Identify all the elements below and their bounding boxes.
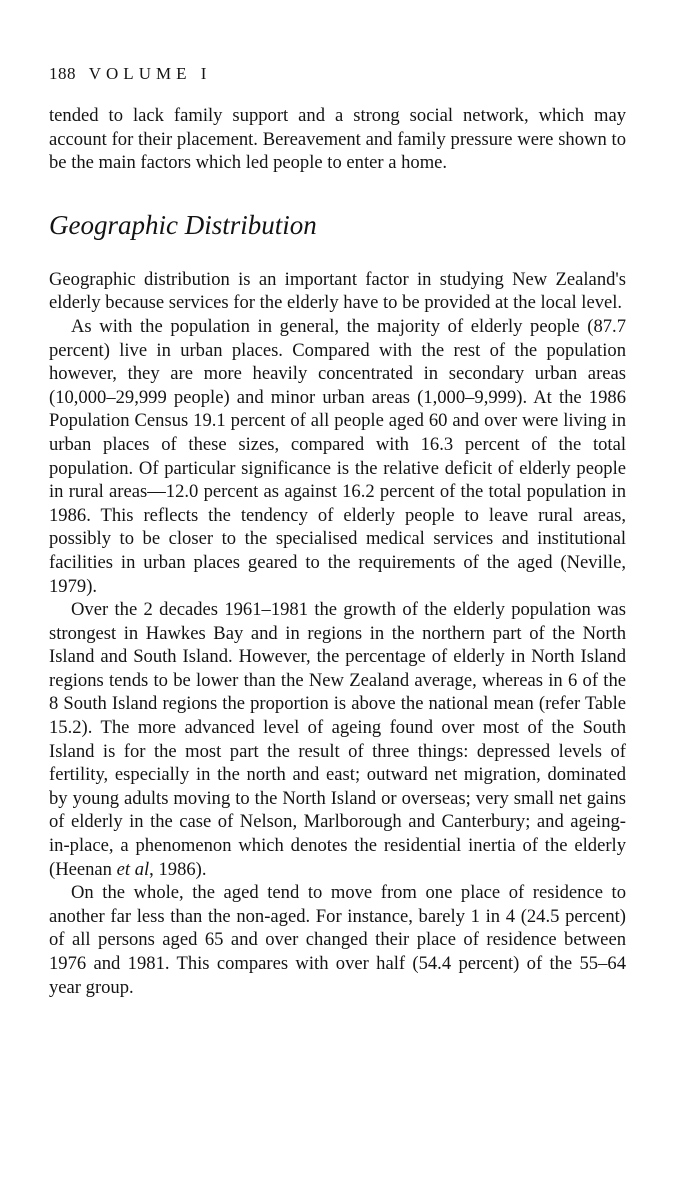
citation-italic: et al — [116, 858, 150, 880]
paragraph-mobility: On the whole, the aged tend to move from one place of residence to another far less than the non-aged. For instance, barely 1 in 4 (24.5 percent) of all persons aged 65 and over changed their place of residence between 1976 and 1981. This compares with over half (54.4 percent) of the 55–64 year group. — [49, 882, 626, 998]
document-page — [49, 62, 626, 999]
paragraph-regional-text: Over the 2 decades 1961–1981 the growth of the elderly population was strongest in Hawkes Bay and in regions in the northern part of the North Island and South Island. However, the percentage of elderly in North Island regions tends to be lower than the New Zealand average, whereas in 6 of the 8 South Island regions the proportion is above the national mean (refer Table 15.2). The more advanced level of ageing found over most of the South Island is for the most part the result of three things: depressed levels of fertility, especially in the north and east; outward net migration, dominated by young adults moving to the North Island or overseas; very small net gains of elderly in the case of Nelson, Marlborough and Canterbury; and ageing-in-place, a phenomenon which denotes the residential inertia of the elderly (Heenan — [49, 599, 626, 880]
running-head — [49, 62, 626, 86]
paragraph-regional — [49, 598, 626, 881]
paragraph-continuation: tended to lack family support and a strong social network, which may account for their placement. Bereavement and family pressure were shown to be the main factors which led people to enter a home. — [49, 105, 626, 174]
page-number: 188 — [49, 64, 76, 83]
paragraph-intro: Geographic distribution is an important factor in studying New Zealand's elderly because services for the elderly have to be provided at the local level. — [49, 268, 626, 314]
section-heading: Geographic Distribution — [49, 209, 317, 240]
paragraph-urban: As with the population in general, the majority of elderly people (87.7 percent) live in urban places. Compared with the rest of the population however, they are more heavily concentrated in secondary urban areas (10,000–29,999 people) and minor urban areas (1,000–9,999). At the 1986 Population Census 19.1 percent of all people aged 60 and over were living in urban places of these sizes, compared with 16.3 percent of the total population. Of particular significance is the relative deficit of elderly people in rural areas—12.0 percent as against 16.2 percent of the total population in 1986. This reflects the tendency of elderly people to leave rural areas, possibly to be closer to the specialised medical services and institutional facilities in urban places geared to the requirements of the aged (Neville, 1979). — [49, 315, 626, 597]
volume-label: VOLUME I — [88, 64, 212, 83]
citation-end: , 1986). — [149, 858, 207, 880]
